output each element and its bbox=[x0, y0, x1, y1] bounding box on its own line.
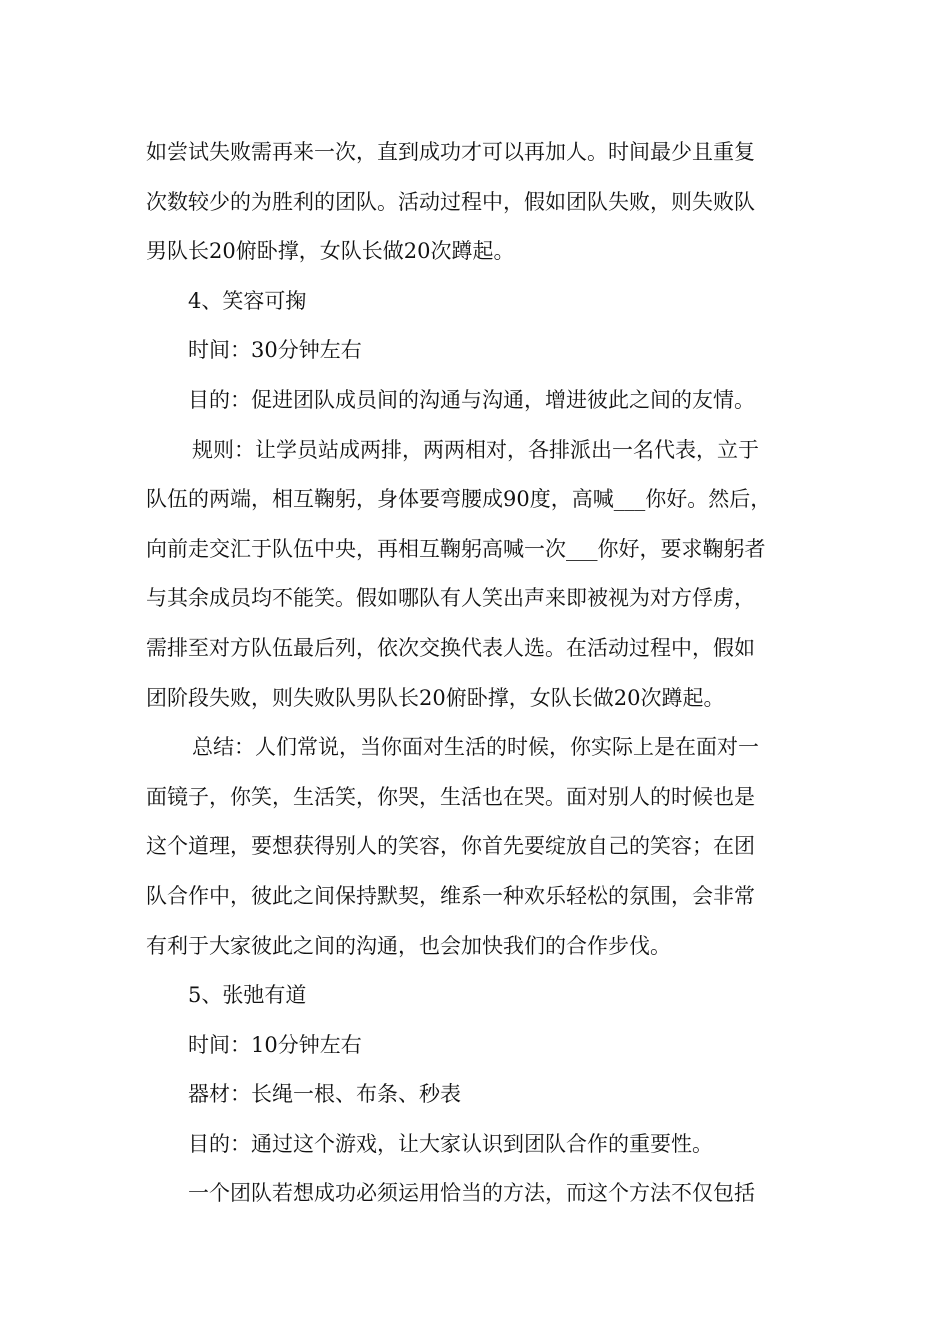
section-heading: 5、张弛有道 bbox=[188, 983, 307, 1008]
rules-line: 规则：让学员站成两排，两两相对，各排派出一名代表，立于 bbox=[192, 437, 759, 462]
purpose-line: 目的：通过这个游戏，让大家认识到团队合作的重要性。 bbox=[188, 1131, 713, 1156]
paragraph-line: 向前走交汇于队伍中央，再相互鞠躬高喊一次___你好，要求鞠躬者 bbox=[146, 536, 766, 561]
equipment-line: 器材：长绳一根、布条、秒表 bbox=[188, 1082, 461, 1107]
paragraph-line: 如尝试失败需再来一次，直到成功才可以再加人。时间最少且重复 bbox=[146, 140, 755, 164]
paragraph-line: 队伍的两端，相互鞠躬，身体要弯腰成90度，高喊___你好。然后， bbox=[146, 487, 772, 512]
paragraph-line: 次数较少的为胜利的团队。活动过程中，假如团队失败，则失败队 bbox=[146, 189, 755, 214]
paragraph-line: 队合作中，彼此之间保持默契，维系一种欢乐轻松的氛围，会非常 bbox=[146, 883, 755, 908]
paragraph-line: 这个道理，要想获得别人的笑容，你首先要绽放自己的笑容；在团 bbox=[146, 834, 755, 859]
section-heading: 4、笑容可掬 bbox=[188, 288, 307, 313]
document-body bbox=[146, 128, 826, 1219]
purpose-line: 目的：促进团队成员间的沟通与沟通，增进彼此之间的友情。 bbox=[188, 387, 755, 412]
time-line: 时间：10分钟左右 bbox=[188, 1032, 362, 1057]
summary-line: 总结：人们常说，当你面对生活的时候，你实际上是在面对一 bbox=[192, 735, 759, 760]
paragraph-line: 团阶段失败，则失败队男队长20俯卧撑，女队长做20次蹲起。 bbox=[146, 685, 725, 710]
paragraph-line: 面镜子，你笑，生活笑，你哭，生活也在哭。面对别人的时候也是 bbox=[146, 784, 755, 809]
paragraph-line: 有利于大家彼此之间的沟通，也会加快我们的合作步伐。 bbox=[146, 933, 671, 958]
time-line: 时间：30分钟左右 bbox=[188, 338, 362, 363]
paragraph-line: 与其余成员均不能笑。假如哪队有人笑出声来即被视为对方俘虏， bbox=[146, 586, 755, 611]
paragraph-line: 男队长20俯卧撑，女队长做20次蹲起。 bbox=[146, 239, 515, 264]
paragraph-line: 一个团队若想成功必须运用恰当的方法，而这个方法不仅包括 bbox=[188, 1181, 755, 1206]
paragraph-line: 需排至对方队伍最后列，依次交换代表人选。在活动过程中，假如 bbox=[146, 635, 755, 660]
